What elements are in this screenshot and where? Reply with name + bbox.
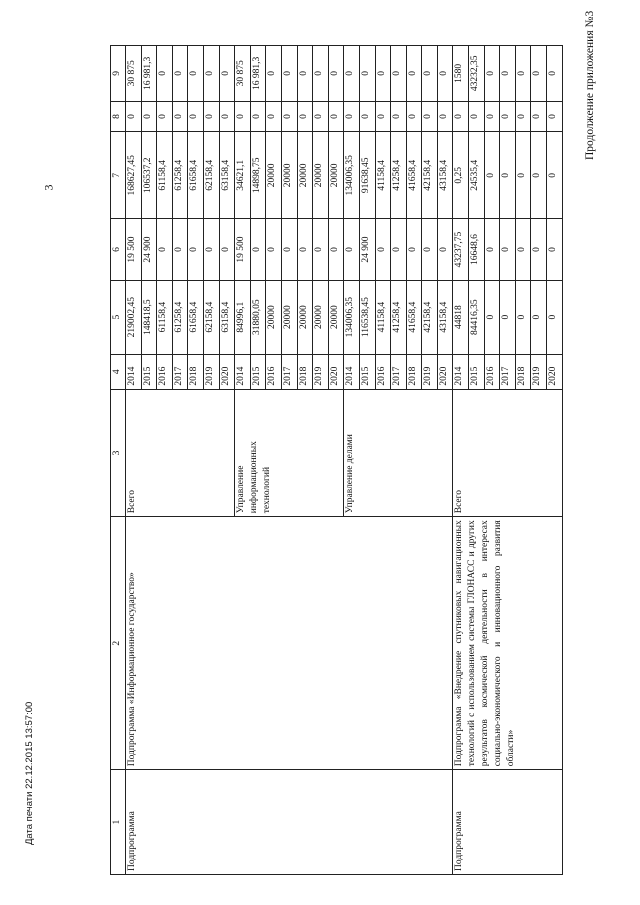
column-number-row: [111, 46, 126, 875]
table-cell: 0: [297, 101, 313, 132]
table-cell: 0: [344, 46, 360, 102]
table-cell: 0: [297, 219, 313, 280]
table-cell: 0: [422, 46, 438, 102]
column-number: 5: [111, 280, 126, 354]
table-cell: 0: [313, 219, 329, 280]
table-cell: 43232,35: [469, 46, 485, 102]
table-cell: 2020: [219, 354, 235, 389]
table-row: [453, 46, 469, 875]
table-cell: 0: [515, 46, 531, 102]
table-cell: 0: [126, 101, 142, 132]
table-cell: 0: [547, 101, 563, 132]
table-cell: 0: [531, 280, 547, 354]
print-date: Дата печати 22.12.2015 13:57:00: [24, 701, 35, 845]
table-cell: 41158,4: [375, 132, 391, 219]
table-cell: 61258,4: [172, 132, 188, 219]
table-cell: 0: [359, 101, 375, 132]
table-cell: 41258,4: [391, 280, 407, 354]
column-number: 2: [111, 517, 126, 770]
table-cell: 0: [547, 46, 563, 102]
table-cell: 0: [391, 46, 407, 102]
table-cell: 2014: [453, 354, 469, 389]
table-cell: 0: [203, 46, 219, 102]
table-cell: 43237,75: [453, 219, 469, 280]
column-number: 1: [111, 770, 126, 875]
column-number: 9: [111, 46, 126, 102]
table-cell: 20000: [266, 132, 282, 219]
table-cell: 84416,35: [469, 280, 485, 354]
table-cell: 0: [531, 101, 547, 132]
table-cell: 0: [375, 46, 391, 102]
table-cell: 24 900: [359, 219, 375, 280]
column-number: 4: [111, 354, 126, 389]
table-cell: 0: [157, 46, 173, 102]
table-cell: 0: [437, 219, 453, 280]
table-cell: 0: [547, 280, 563, 354]
table-cell: 0: [235, 101, 251, 132]
table-cell: 0: [375, 219, 391, 280]
table-cell: 0: [391, 101, 407, 132]
table-cell: 0: [484, 132, 500, 219]
table-cell: 41658,4: [406, 132, 422, 219]
table-cell: 0: [188, 46, 204, 102]
table-cell: 0: [515, 101, 531, 132]
table-cell: 0: [500, 46, 516, 102]
table-cell: 0: [203, 101, 219, 132]
table-cell: 20000: [266, 280, 282, 354]
table-cell: 20000: [328, 132, 344, 219]
table-cell: 0: [515, 219, 531, 280]
table-cell: 24 900: [141, 219, 157, 280]
table-cell: 0: [219, 101, 235, 132]
table-cell: 0: [515, 280, 531, 354]
table-cell: 2018: [515, 354, 531, 389]
table-cell: 19 500: [235, 219, 251, 280]
table-cell: 0: [157, 219, 173, 280]
table-cell: 148418,5: [141, 280, 157, 354]
table-cell: 0: [515, 132, 531, 219]
table-cell: 24535,4: [469, 132, 485, 219]
table-cell: 0: [313, 46, 329, 102]
table-cell: 0: [406, 219, 422, 280]
table-cell: 2015: [359, 354, 375, 389]
table-cell: 20000: [281, 280, 297, 354]
table-cell: 0: [344, 219, 360, 280]
table-cell: 20000: [297, 132, 313, 219]
table-cell: 0: [406, 101, 422, 132]
table-row: [126, 46, 142, 875]
table-cell: 62158,4: [203, 280, 219, 354]
table-cell: 0: [172, 46, 188, 102]
table-cell: 19 500: [126, 219, 142, 280]
table-cell: 41658,4: [406, 280, 422, 354]
table-cell: 0: [531, 46, 547, 102]
table-cell: 0: [203, 219, 219, 280]
table-cell: 0: [250, 101, 266, 132]
table-cell: 0: [188, 101, 204, 132]
table-cell: 0: [266, 46, 282, 102]
table-cell: 61658,4: [188, 280, 204, 354]
table-cell: 41258,4: [391, 132, 407, 219]
table-cell: 2020: [437, 354, 453, 389]
table-cell: 0: [188, 219, 204, 280]
table-cell: 20000: [313, 280, 329, 354]
table-cell: 31880,05: [250, 280, 266, 354]
table-cell: 0: [484, 101, 500, 132]
table-cell: 0: [422, 101, 438, 132]
table-cell: 0: [266, 219, 282, 280]
table-cell: 61258,4: [172, 280, 188, 354]
table-cell: 2017: [281, 354, 297, 389]
table-cell: 30 875: [235, 46, 251, 102]
table-cell: 0: [328, 101, 344, 132]
table-cell: 16 981,3: [141, 46, 157, 102]
appendix-title: Продолжение приложения №3: [584, 10, 596, 160]
table-cell: 2018: [297, 354, 313, 389]
table-cell: 0: [297, 46, 313, 102]
table-cell: 2017: [391, 354, 407, 389]
table-cell: 1580: [453, 46, 469, 102]
table-cell: 43158,4: [437, 280, 453, 354]
executor-name: Всего: [126, 389, 235, 517]
table-cell: 134006,35: [344, 132, 360, 219]
table-cell: 0: [359, 46, 375, 102]
table-cell: 0: [500, 280, 516, 354]
subprogram-name: Подпрограмма «Внедрение спутниковых навигационных технологий с использованием системы ГЛОНАСС и других результатов космической деятельности в интересах социально-экономического и инновационного развития области»: [453, 517, 562, 770]
table-cell: 0: [484, 219, 500, 280]
table-cell: 2014: [126, 354, 142, 389]
table-cell: 61158,4: [157, 280, 173, 354]
table-cell: 63158,4: [219, 280, 235, 354]
table-cell: 0: [281, 101, 297, 132]
table-cell: 0: [266, 101, 282, 132]
table-cell: 42158,4: [422, 132, 438, 219]
table-cell: 44818: [453, 280, 469, 354]
table-cell: 0: [375, 101, 391, 132]
table-cell: 43158,4: [437, 132, 453, 219]
table-cell: 34621,1: [235, 132, 251, 219]
table-cell: 0: [484, 46, 500, 102]
table-cell: 2017: [500, 354, 516, 389]
table-cell: 0: [531, 132, 547, 219]
executor-name: Управление информационных технологий: [235, 389, 344, 517]
table-cell: 2016: [375, 354, 391, 389]
table-cell: 63158,4: [219, 132, 235, 219]
table-cell: 0: [437, 46, 453, 102]
table-cell: 91638,45: [359, 132, 375, 219]
table-cell: 134006,35: [344, 280, 360, 354]
table-cell: 0: [500, 101, 516, 132]
table-cell: 20000: [328, 280, 344, 354]
table-cell: 2016: [266, 354, 282, 389]
table-cell: 0: [484, 280, 500, 354]
table-cell: 0: [219, 46, 235, 102]
table-cell: 42158,4: [422, 280, 438, 354]
row-type-label: Подпрограмма: [126, 770, 453, 875]
table-cell: 0: [453, 101, 469, 132]
table-cell: 0: [406, 46, 422, 102]
budget-table: [110, 45, 563, 875]
table-cell: 116538,45: [359, 280, 375, 354]
executor-name: Всего: [453, 389, 562, 517]
table-cell: 30 875: [126, 46, 142, 102]
table-cell: 14898,75: [250, 132, 266, 219]
table-cell: 168627,45: [126, 132, 142, 219]
table-cell: 20000: [313, 132, 329, 219]
table-cell: 0: [391, 219, 407, 280]
table-cell: 2018: [406, 354, 422, 389]
table-cell: 0: [500, 219, 516, 280]
table-cell: 61158,4: [157, 132, 173, 219]
table-cell: 0: [250, 219, 266, 280]
row-type-label: Подпрограмма: [453, 770, 562, 875]
table-cell: 0: [281, 46, 297, 102]
table-cell: 2019: [203, 354, 219, 389]
table-cell: 2016: [157, 354, 173, 389]
table-cell: 2020: [328, 354, 344, 389]
table-cell: 2016: [484, 354, 500, 389]
table-cell: 0: [219, 219, 235, 280]
table-cell: 2014: [235, 354, 251, 389]
table-cell: 84996,1: [235, 280, 251, 354]
page-number: 3: [41, 184, 56, 191]
table-cell: 20000: [297, 280, 313, 354]
table-cell: 62158,4: [203, 132, 219, 219]
table-cell: 0: [469, 101, 485, 132]
table-cell: 0: [547, 219, 563, 280]
table-cell: 61658,4: [188, 132, 204, 219]
table-cell: 106537,2: [141, 132, 157, 219]
table-cell: 0: [344, 101, 360, 132]
table-cell: 41158,4: [375, 280, 391, 354]
table-cell: 2015: [469, 354, 485, 389]
table-cell: 2017: [172, 354, 188, 389]
table-cell: 2020: [547, 354, 563, 389]
table-cell: 0: [172, 219, 188, 280]
table-cell: 0: [500, 132, 516, 219]
table-cell: 0: [313, 101, 329, 132]
table-cell: 2019: [531, 354, 547, 389]
table-cell: 20000: [281, 132, 297, 219]
column-number: 7: [111, 132, 126, 219]
table-cell: 2019: [313, 354, 329, 389]
table-cell: 0: [172, 101, 188, 132]
rotated-page-content: [110, 45, 580, 875]
table-cell: 0,25: [453, 132, 469, 219]
table-cell: 0: [141, 101, 157, 132]
table-cell: 2015: [141, 354, 157, 389]
table-cell: 0: [437, 101, 453, 132]
table-cell: 0: [328, 219, 344, 280]
table-cell: 16648,6: [469, 219, 485, 280]
column-number: 6: [111, 219, 126, 280]
table-cell: 16 981,3: [250, 46, 266, 102]
table-cell: 2018: [188, 354, 204, 389]
table-cell: 0: [422, 219, 438, 280]
table-cell: 2015: [250, 354, 266, 389]
table-cell: 0: [547, 132, 563, 219]
column-number: 8: [111, 101, 126, 132]
executor-name: Управление делами: [344, 389, 453, 517]
subprogram-name: Подпрограмма «Информационное государство»: [126, 517, 453, 770]
table-cell: 0: [328, 46, 344, 102]
table-cell: 2014: [344, 354, 360, 389]
table-cell: 0: [531, 219, 547, 280]
table-cell: 0: [157, 101, 173, 132]
column-number: 3: [111, 389, 126, 517]
table-cell: 0: [281, 219, 297, 280]
table-cell: 2019: [422, 354, 438, 389]
table-cell: 219002,45: [126, 280, 142, 354]
